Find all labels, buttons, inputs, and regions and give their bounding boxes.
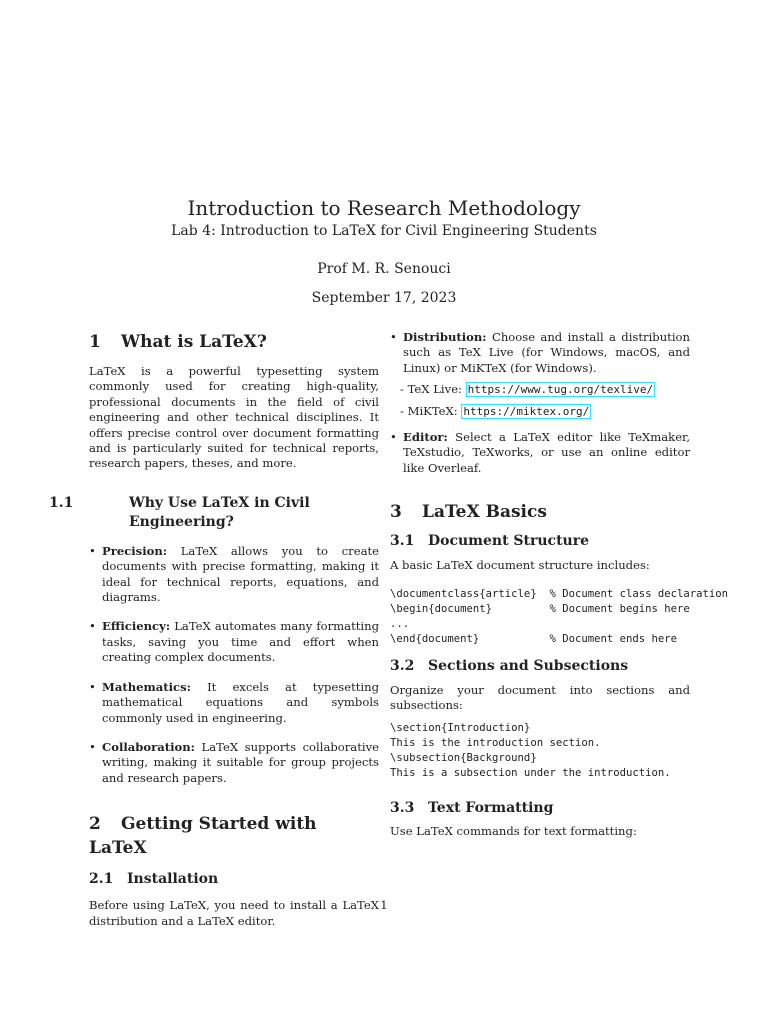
item-label: Mathematics: xyxy=(102,679,191,694)
list-item xyxy=(390,330,690,376)
section-number: 1 xyxy=(89,332,101,352)
subsection-title: Why Use LaTeX in Civil Engineering? xyxy=(129,494,310,530)
list-item xyxy=(89,619,379,665)
section-heading xyxy=(89,812,379,860)
item-label: Editor: xyxy=(403,430,448,445)
miktex-line xyxy=(390,404,690,419)
item-text: LaTeX supports collaborative writing, making it suitable for group projects and research papers. xyxy=(102,739,379,785)
subsection-heading xyxy=(89,870,379,889)
texlive-line xyxy=(390,382,690,397)
list-item xyxy=(390,430,690,476)
subsection-title: Text Formatting xyxy=(428,800,554,817)
editor-list xyxy=(390,430,690,476)
section-heading xyxy=(390,500,690,524)
item-label: Precision: xyxy=(102,543,168,558)
paragraph: Before using LaTeX, you need to install a LaTeX distribution and a LaTeX editor. xyxy=(89,898,379,928)
texlive-link[interactable]: https://www.tug.org/texlive/ xyxy=(467,383,654,397)
bullet-icon: • xyxy=(390,430,397,445)
item-text: Select a LaTeX editor like TeXmaker, TeXstudio, TeXworks, or use an online editor like Overleaf. xyxy=(403,430,691,475)
section-title: What is LaTeX? xyxy=(121,332,267,352)
subsection-heading xyxy=(390,799,690,818)
code-block: \section{Introduction} This is the introduction section. \subsection{Background} This is a subsection under the introduction. xyxy=(390,722,671,780)
item-text: LaTeX allows you to create documents with precise formatting, making it ideal for technical reports, equations, and diagrams. xyxy=(102,543,379,605)
paragraph: A basic LaTeX document structure includes: xyxy=(390,558,650,573)
paragraph: Organize your document into sections and subsections: xyxy=(390,682,690,713)
title-block xyxy=(0,195,768,308)
subsection-heading xyxy=(390,657,690,676)
item-text: Choose and install a distribution such as TeX Live (for Windows, macOS, and Linux) or MiKTeX (for Windows). xyxy=(403,330,690,375)
list-item xyxy=(89,680,379,726)
paragraph: LaTeX is a powerful typesetting system commonly used for creating high-quality, professional documents in the field of civil engineering and other technical disciplines. It offers precise control over document formatting and is particularly suited for technical reports, research papers, theses, and more. xyxy=(89,364,379,471)
subsection-number: 2.1 xyxy=(89,871,114,888)
subsection-number: 3.3 xyxy=(390,800,415,817)
link-prefix: - TeX Live: xyxy=(400,382,462,397)
bullet-icon: • xyxy=(89,543,96,558)
section-title: LaTeX Basics xyxy=(422,502,547,523)
section-title: Getting Started with LaTeX xyxy=(89,814,317,859)
subsection-title: Document Structure xyxy=(428,533,590,550)
bullet-icon: • xyxy=(89,739,96,754)
subsection-heading xyxy=(49,494,379,532)
bullet-icon: • xyxy=(390,330,397,344)
right-column xyxy=(390,330,729,840)
item-label: Collaboration: xyxy=(102,739,195,754)
code-block: \documentclass{article} % Document class declaration \begin{document} % Document begins here ... \end{document} % Document ends here xyxy=(390,587,729,645)
document-title: Introduction to Research Methodology xyxy=(187,196,581,220)
left-column xyxy=(49,330,380,929)
section-heading xyxy=(89,330,379,354)
bullet-list xyxy=(89,544,379,786)
item-text: LaTeX automates many formatting tasks, saving you time and effort when creating complex documents. xyxy=(102,619,379,665)
document-date: September 17, 2023 xyxy=(311,290,457,306)
subsection-number: 3.2 xyxy=(390,657,415,674)
subsection-number: 1.1 xyxy=(49,494,74,511)
bullet-icon: • xyxy=(89,679,96,694)
item-text: It excels at typesetting mathematical equations and symbols commonly used in engineering. xyxy=(102,679,380,725)
list-item xyxy=(89,740,379,786)
document-author: Prof M. R. Senouci xyxy=(317,261,451,277)
document-subtitle: Lab 4: Introduction to LaTeX for Civil Engineering Students xyxy=(171,223,597,239)
item-label: Distribution: xyxy=(403,330,487,344)
bullet-icon: • xyxy=(89,619,96,634)
subsection-title: Installation xyxy=(127,871,219,888)
subsection-number: 3.1 xyxy=(390,533,415,550)
section-number: 3 xyxy=(390,502,402,523)
subsection-title: Sections and Subsections xyxy=(428,657,629,674)
paragraph: Use LaTeX commands for text formatting: xyxy=(390,824,637,839)
page-number: 1 xyxy=(380,898,388,912)
link-prefix: - MiKTeX: xyxy=(400,403,458,418)
list-item xyxy=(89,544,379,606)
item-label: Efficiency: xyxy=(102,619,171,634)
section-number: 2 xyxy=(89,814,101,835)
subsection-heading xyxy=(390,532,690,551)
install-list xyxy=(390,330,690,376)
miktex-link[interactable]: https://miktex.org/ xyxy=(463,404,590,418)
